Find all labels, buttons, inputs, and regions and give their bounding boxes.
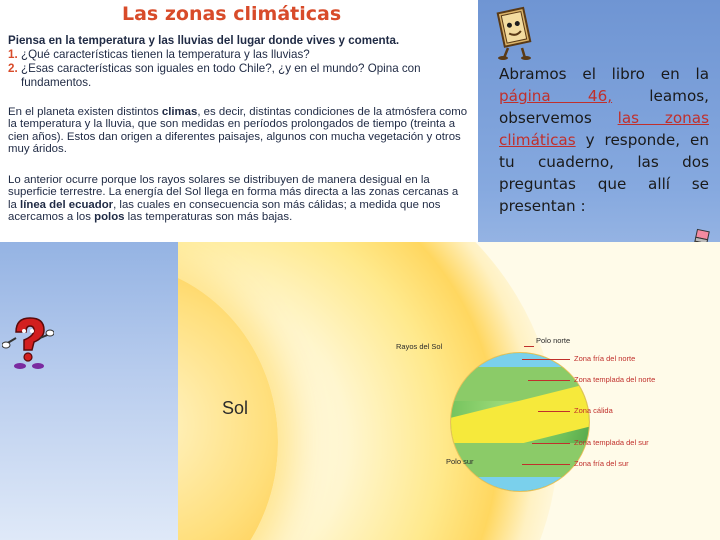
zone-label: Zona fría del norte xyxy=(574,354,636,363)
question-item xyxy=(8,62,468,90)
leader-line xyxy=(538,411,570,412)
keyword-ecuador: línea del ecuador xyxy=(20,198,114,211)
page-reference: página 46, xyxy=(499,87,613,105)
leader-line xyxy=(522,359,570,360)
south-pole-label: Polo sur xyxy=(446,457,474,466)
text-run: Lo anterior ocurre porque los rayos solares se distribuyen de manera desigual en la superficie terrestre. La energía del Sol llega en forma más directa a las zonas cercanas a la xyxy=(8,174,459,211)
question-number: 2. xyxy=(8,62,18,75)
text-run: leamos, observemos xyxy=(499,87,709,127)
text-run: las temperaturas son más bajas. xyxy=(124,211,293,224)
leader-line xyxy=(524,346,534,347)
questions-intro: Piensa en la temperatura y las lluvias del lugar donde vives y comenta. xyxy=(8,34,400,47)
keyword-polos: polos xyxy=(94,211,125,224)
keyword-climas: climas xyxy=(161,106,198,118)
textbook-excerpt xyxy=(0,0,478,242)
zone-label: Zona templada del sur xyxy=(574,438,649,447)
text-run: , las cuales en consecuencia son más cálidas; a medida que nos acercamos a los xyxy=(8,198,441,224)
zone-label: Zona templada del norte xyxy=(574,375,656,384)
page-title: Las zonas climáticas xyxy=(122,3,342,25)
question-text: ¿Esas características son iguales en todo Chile?, ¿y en el mundo? Opina con fundamentos. xyxy=(21,62,421,89)
question-list xyxy=(8,34,468,90)
instruction-text xyxy=(499,63,709,217)
paragraph-sun-rays xyxy=(8,174,470,224)
zone-band-polar-north xyxy=(450,353,590,367)
leader-line xyxy=(528,380,570,381)
sun-label: Sol xyxy=(222,398,249,418)
zone-label: Zona cálida xyxy=(574,406,613,415)
question-number: 1. xyxy=(8,48,18,61)
text-run: En el planeta existen distintos xyxy=(8,106,162,118)
paragraph-climas xyxy=(8,106,470,156)
north-pole-label: Polo norte xyxy=(536,336,571,345)
text-run: y responde, en tu cuaderno, las dos preguntas que allí se presentan : xyxy=(499,131,709,215)
topic-reference: las zonas climáticas xyxy=(499,109,709,149)
zone-band-polar-south xyxy=(450,477,590,492)
book-character-icon xyxy=(494,4,538,60)
text-run: Abramos el libro en la xyxy=(499,65,709,83)
climate-zones-diagram xyxy=(178,242,720,540)
leader-line xyxy=(522,464,570,465)
leader-line xyxy=(532,443,570,444)
question-text: ¿Qué características tienen la temperatura y las lluvias? xyxy=(21,48,310,61)
earth-globe xyxy=(450,352,590,492)
zone-label: Zona fría del sur xyxy=(574,459,629,468)
question-item xyxy=(8,48,468,62)
question-mark-character-icon xyxy=(2,314,54,370)
rays-label: Rayos del Sol xyxy=(396,342,443,351)
text-run: , es decir, distintas condiciones de la atmósfera como la temperatura y la lluvia, que son medidas en períodos prolongados de tiempo (treinta a cien años). Estos dan origen a diferentes paisajes, algunos con mucha vegetación y otros muy áridos. xyxy=(8,106,468,156)
